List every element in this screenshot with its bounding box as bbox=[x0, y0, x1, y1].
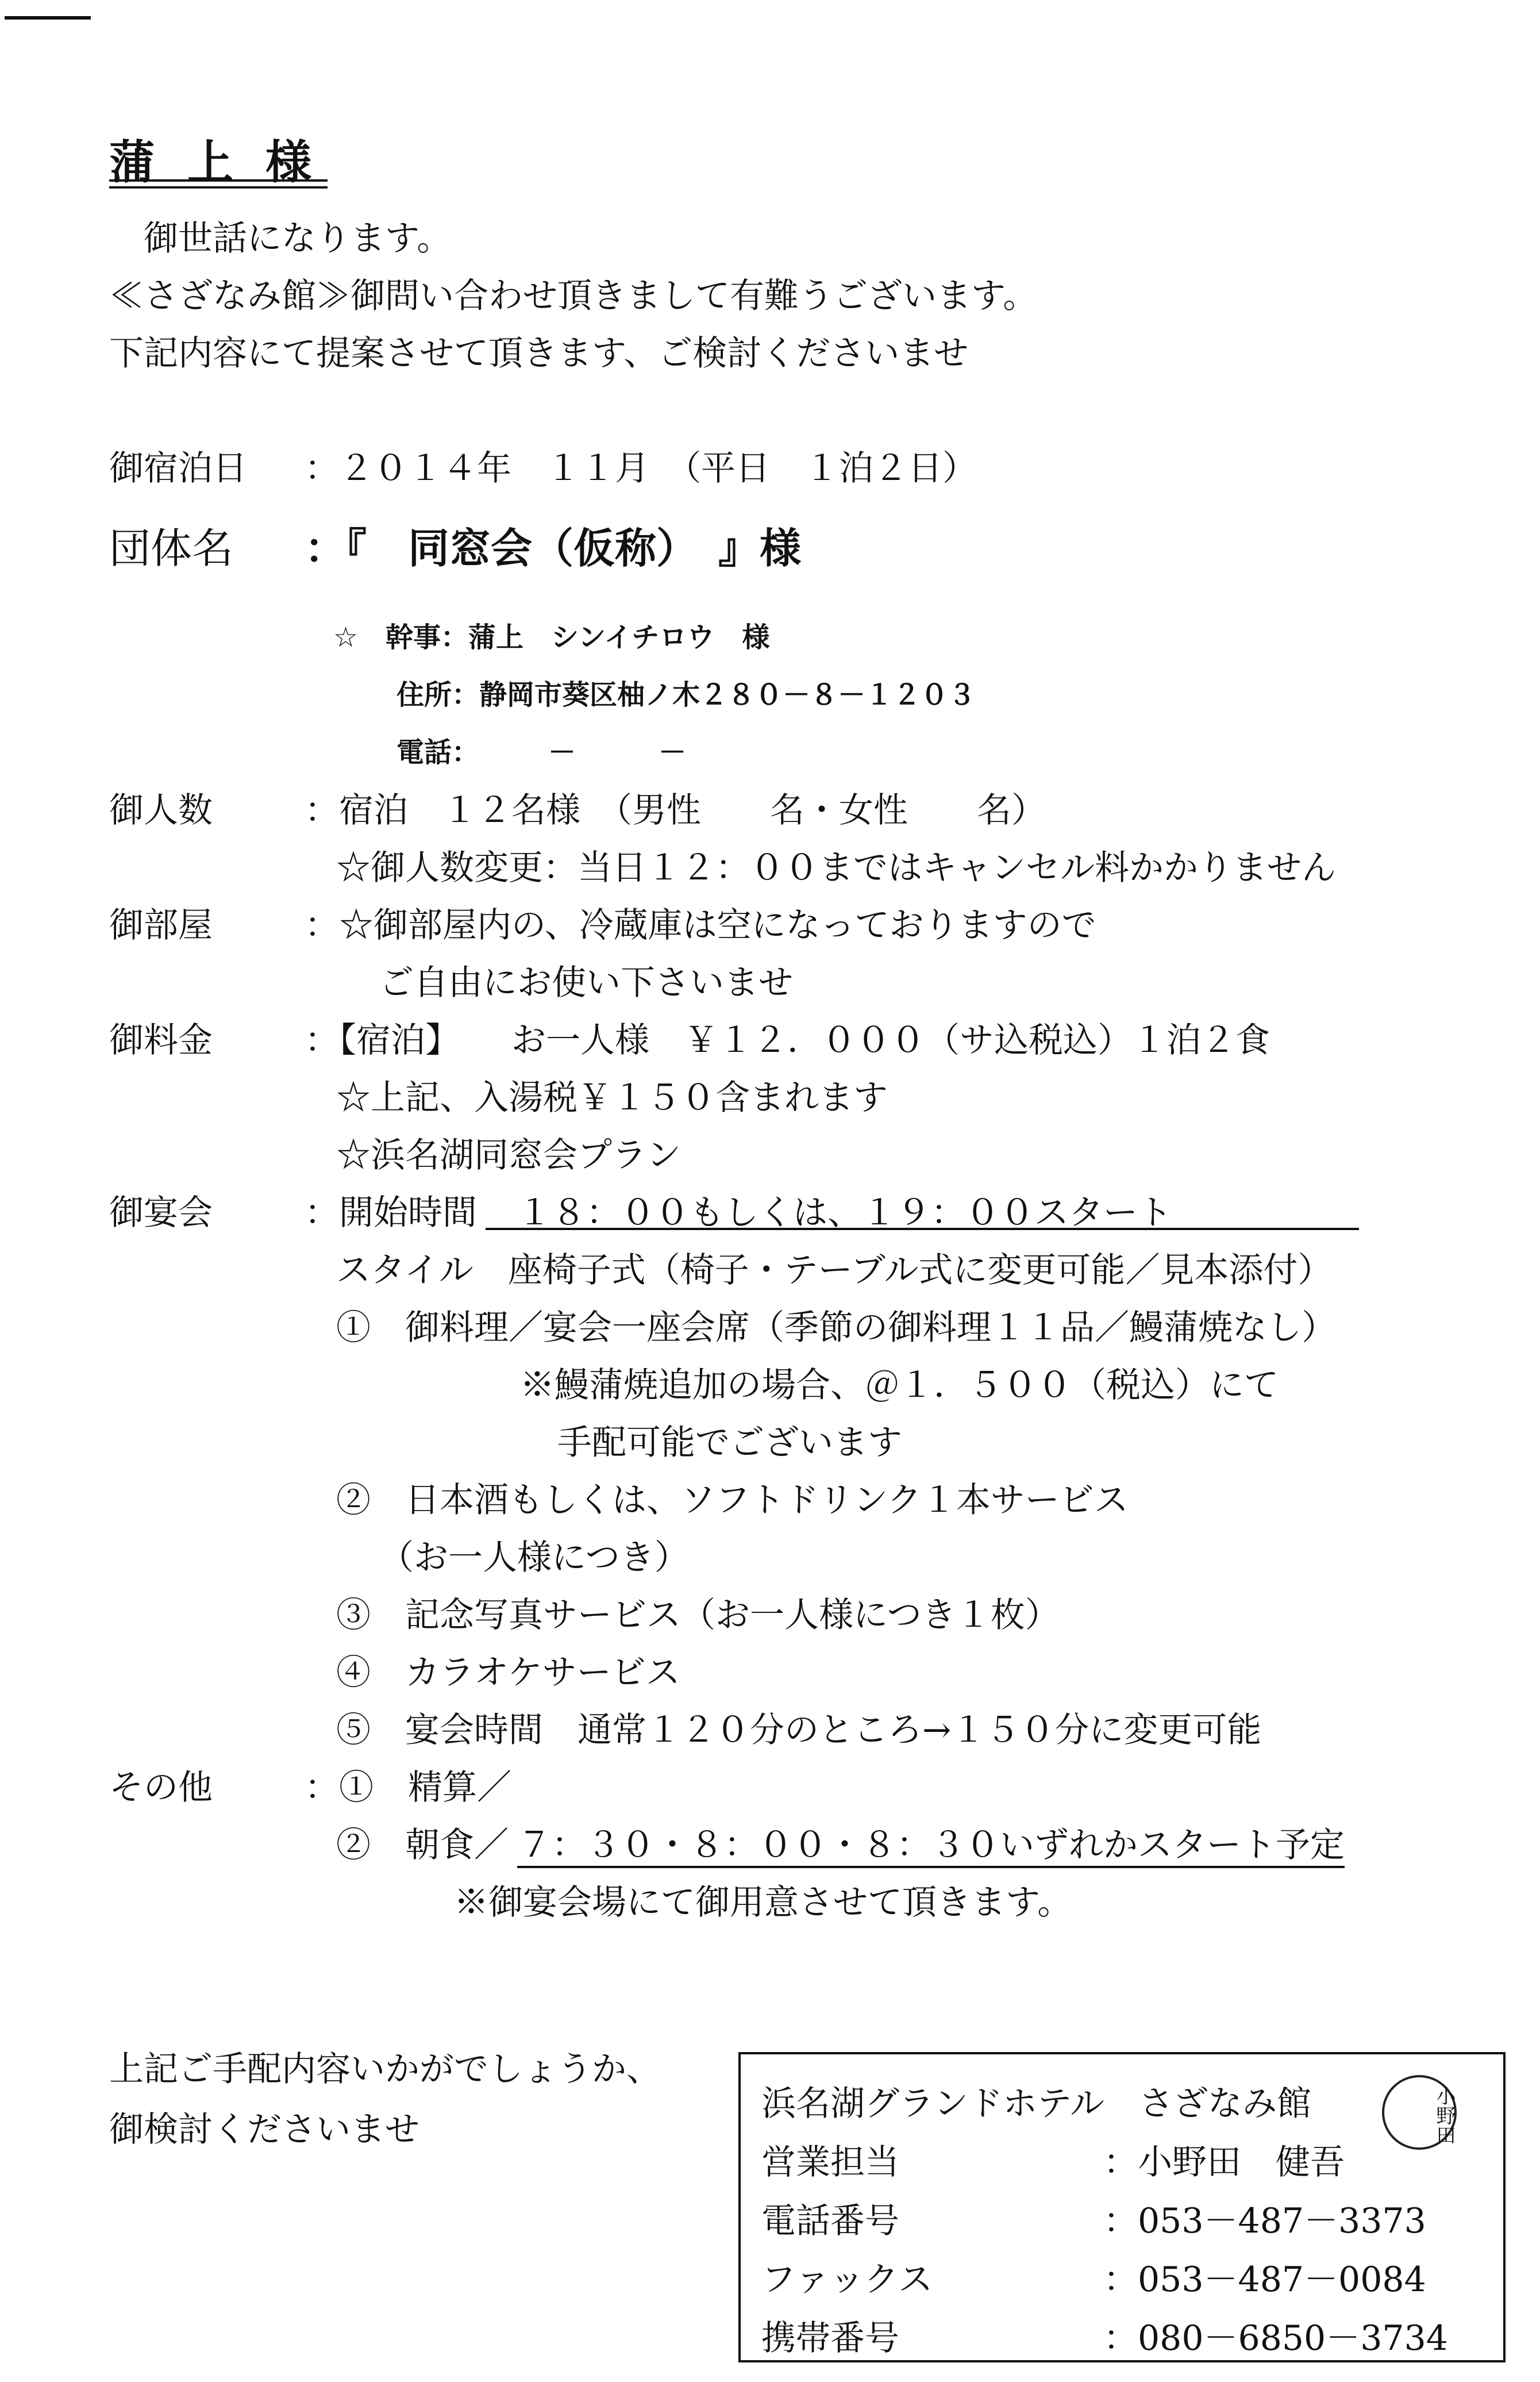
guests-label: 御人数 bbox=[109, 790, 213, 831]
fee-line-3: ☆浜名湖同窓会プラン bbox=[336, 1135, 681, 1175]
group-value: ：『 同窓会（仮称） 』様 bbox=[305, 524, 802, 573]
stay-label: 御宿泊日 bbox=[109, 448, 247, 489]
organizer-line: ☆ 幹事：蒲上 シンイチロウ 様 bbox=[333, 621, 770, 654]
intro-line-1: 御世話になります。 bbox=[144, 218, 452, 259]
other-item-2-label: ② 朝食／ bbox=[336, 1825, 509, 1865]
signature-sales-value: ：小野田 健吾 bbox=[1103, 2142, 1345, 2183]
top-dash-mark bbox=[5, 16, 91, 20]
signature-phone-label: 電話番号 bbox=[761, 2201, 899, 2241]
signature-fax-value: ：053－487－0084 bbox=[1103, 2260, 1426, 2300]
room-line-2: ご自由にお使い下さいませ bbox=[379, 963, 793, 1003]
room-line-1: ：☆御部屋内の、冷蔵庫は空になっておりますので bbox=[305, 905, 1096, 946]
guests-value: ：宿泊 １２名様 （男性 名・女性 名） bbox=[305, 790, 1046, 831]
fee-label: 御料金 bbox=[109, 1020, 213, 1061]
signature-fax-label: ファックス bbox=[761, 2260, 933, 2300]
signature-hotel: 浜名湖グランドホテル さざなみ館 bbox=[761, 2084, 1311, 2124]
banquet-item-5: ⑤ 宴会時間 通常１２０分のところ→１５０分に変更可能 bbox=[336, 1710, 1262, 1750]
name-seal-stamp: 小野田 bbox=[1382, 2075, 1457, 2150]
intro-line-3: 下記内容にて提案させて頂きます、ご検討くださいませ bbox=[109, 333, 969, 374]
room-label: 御部屋 bbox=[109, 905, 213, 946]
addressee-underline bbox=[109, 179, 328, 189]
signature-phone-value: ：053－487－3373 bbox=[1103, 2201, 1426, 2241]
banquet-item-4: ④ カラオケサービス bbox=[336, 1653, 680, 1693]
other-label: その他 bbox=[109, 1768, 213, 1808]
banquet-item-3: ③ 記念写真サービス（お一人様につき１枚） bbox=[336, 1595, 1060, 1635]
organizer-address: 住所：静岡市葵区柚ノ木２８０－８－１２０３ bbox=[396, 679, 976, 711]
addressee-name: 蒲上様 bbox=[109, 135, 344, 189]
signature-mobile-label: 携帯番号 bbox=[761, 2318, 899, 2358]
closing-line-2: 御検討くださいませ bbox=[109, 2110, 419, 2150]
banquet-item-1-note-2: 手配可能でございます bbox=[557, 1423, 902, 1463]
organizer-phone: 電話： － － bbox=[396, 736, 687, 769]
fee-line-2: ☆上記、入湯税￥１５０含まれます bbox=[336, 1078, 888, 1118]
intro-line-2: ≪さざなみ館≫御問い合わせ頂きまして有難うございます。 bbox=[109, 276, 1038, 316]
signature-sales-label: 営業担当 bbox=[761, 2142, 899, 2183]
banquet-label: 御宴会 bbox=[109, 1193, 213, 1233]
closing-line-1: 上記ご手配内容いかがでしょうか、 bbox=[109, 2049, 661, 2089]
signature-mobile-value: ：080－6850－3734 bbox=[1103, 2318, 1448, 2358]
banquet-start-underline bbox=[486, 1228, 1359, 1230]
banquet-item-1-note-1: ※鰻蒲焼追加の場合、＠１．５００（税込）にて bbox=[520, 1365, 1279, 1405]
fee-line-1: ：【宿泊】 お一人様 ￥１２．０００（サ込税込）１泊２食 bbox=[305, 1020, 1270, 1061]
guests-note: ☆御人数変更：当日１２：００まではキャンセル料かかりません bbox=[336, 848, 1336, 888]
other-item-2-note: ※御宴会場にて御用意させて頂きます。 bbox=[454, 1882, 1072, 1923]
banquet-item-2-note: （お一人様につき） bbox=[379, 1538, 689, 1578]
group-label: 団体名 bbox=[109, 524, 234, 573]
banquet-start-value: １８：００もしくは、１９：００スタート bbox=[517, 1193, 1172, 1233]
other-item-2-value: ７：３０・８：００・８：３０いずれかスタート予定 bbox=[517, 1828, 1345, 1868]
other-item-1: ：① 精算／ bbox=[305, 1768, 511, 1808]
banquet-style: スタイル 座椅子式（椅子・テーブル式に変更可能／見本添付） bbox=[336, 1250, 1333, 1290]
banquet-item-1: ① 御料理／宴会一座会席（季節の御料理１１品／鰻蒲焼なし） bbox=[336, 1308, 1336, 1348]
banquet-item-2: ② 日本酒もしくは、ソフトドリンク１本サービス bbox=[336, 1480, 1129, 1520]
stay-value: ：２０１４年 １１月 （平日 １泊２日） bbox=[305, 448, 977, 489]
banquet-start-label: ：開始時間 bbox=[305, 1193, 477, 1233]
